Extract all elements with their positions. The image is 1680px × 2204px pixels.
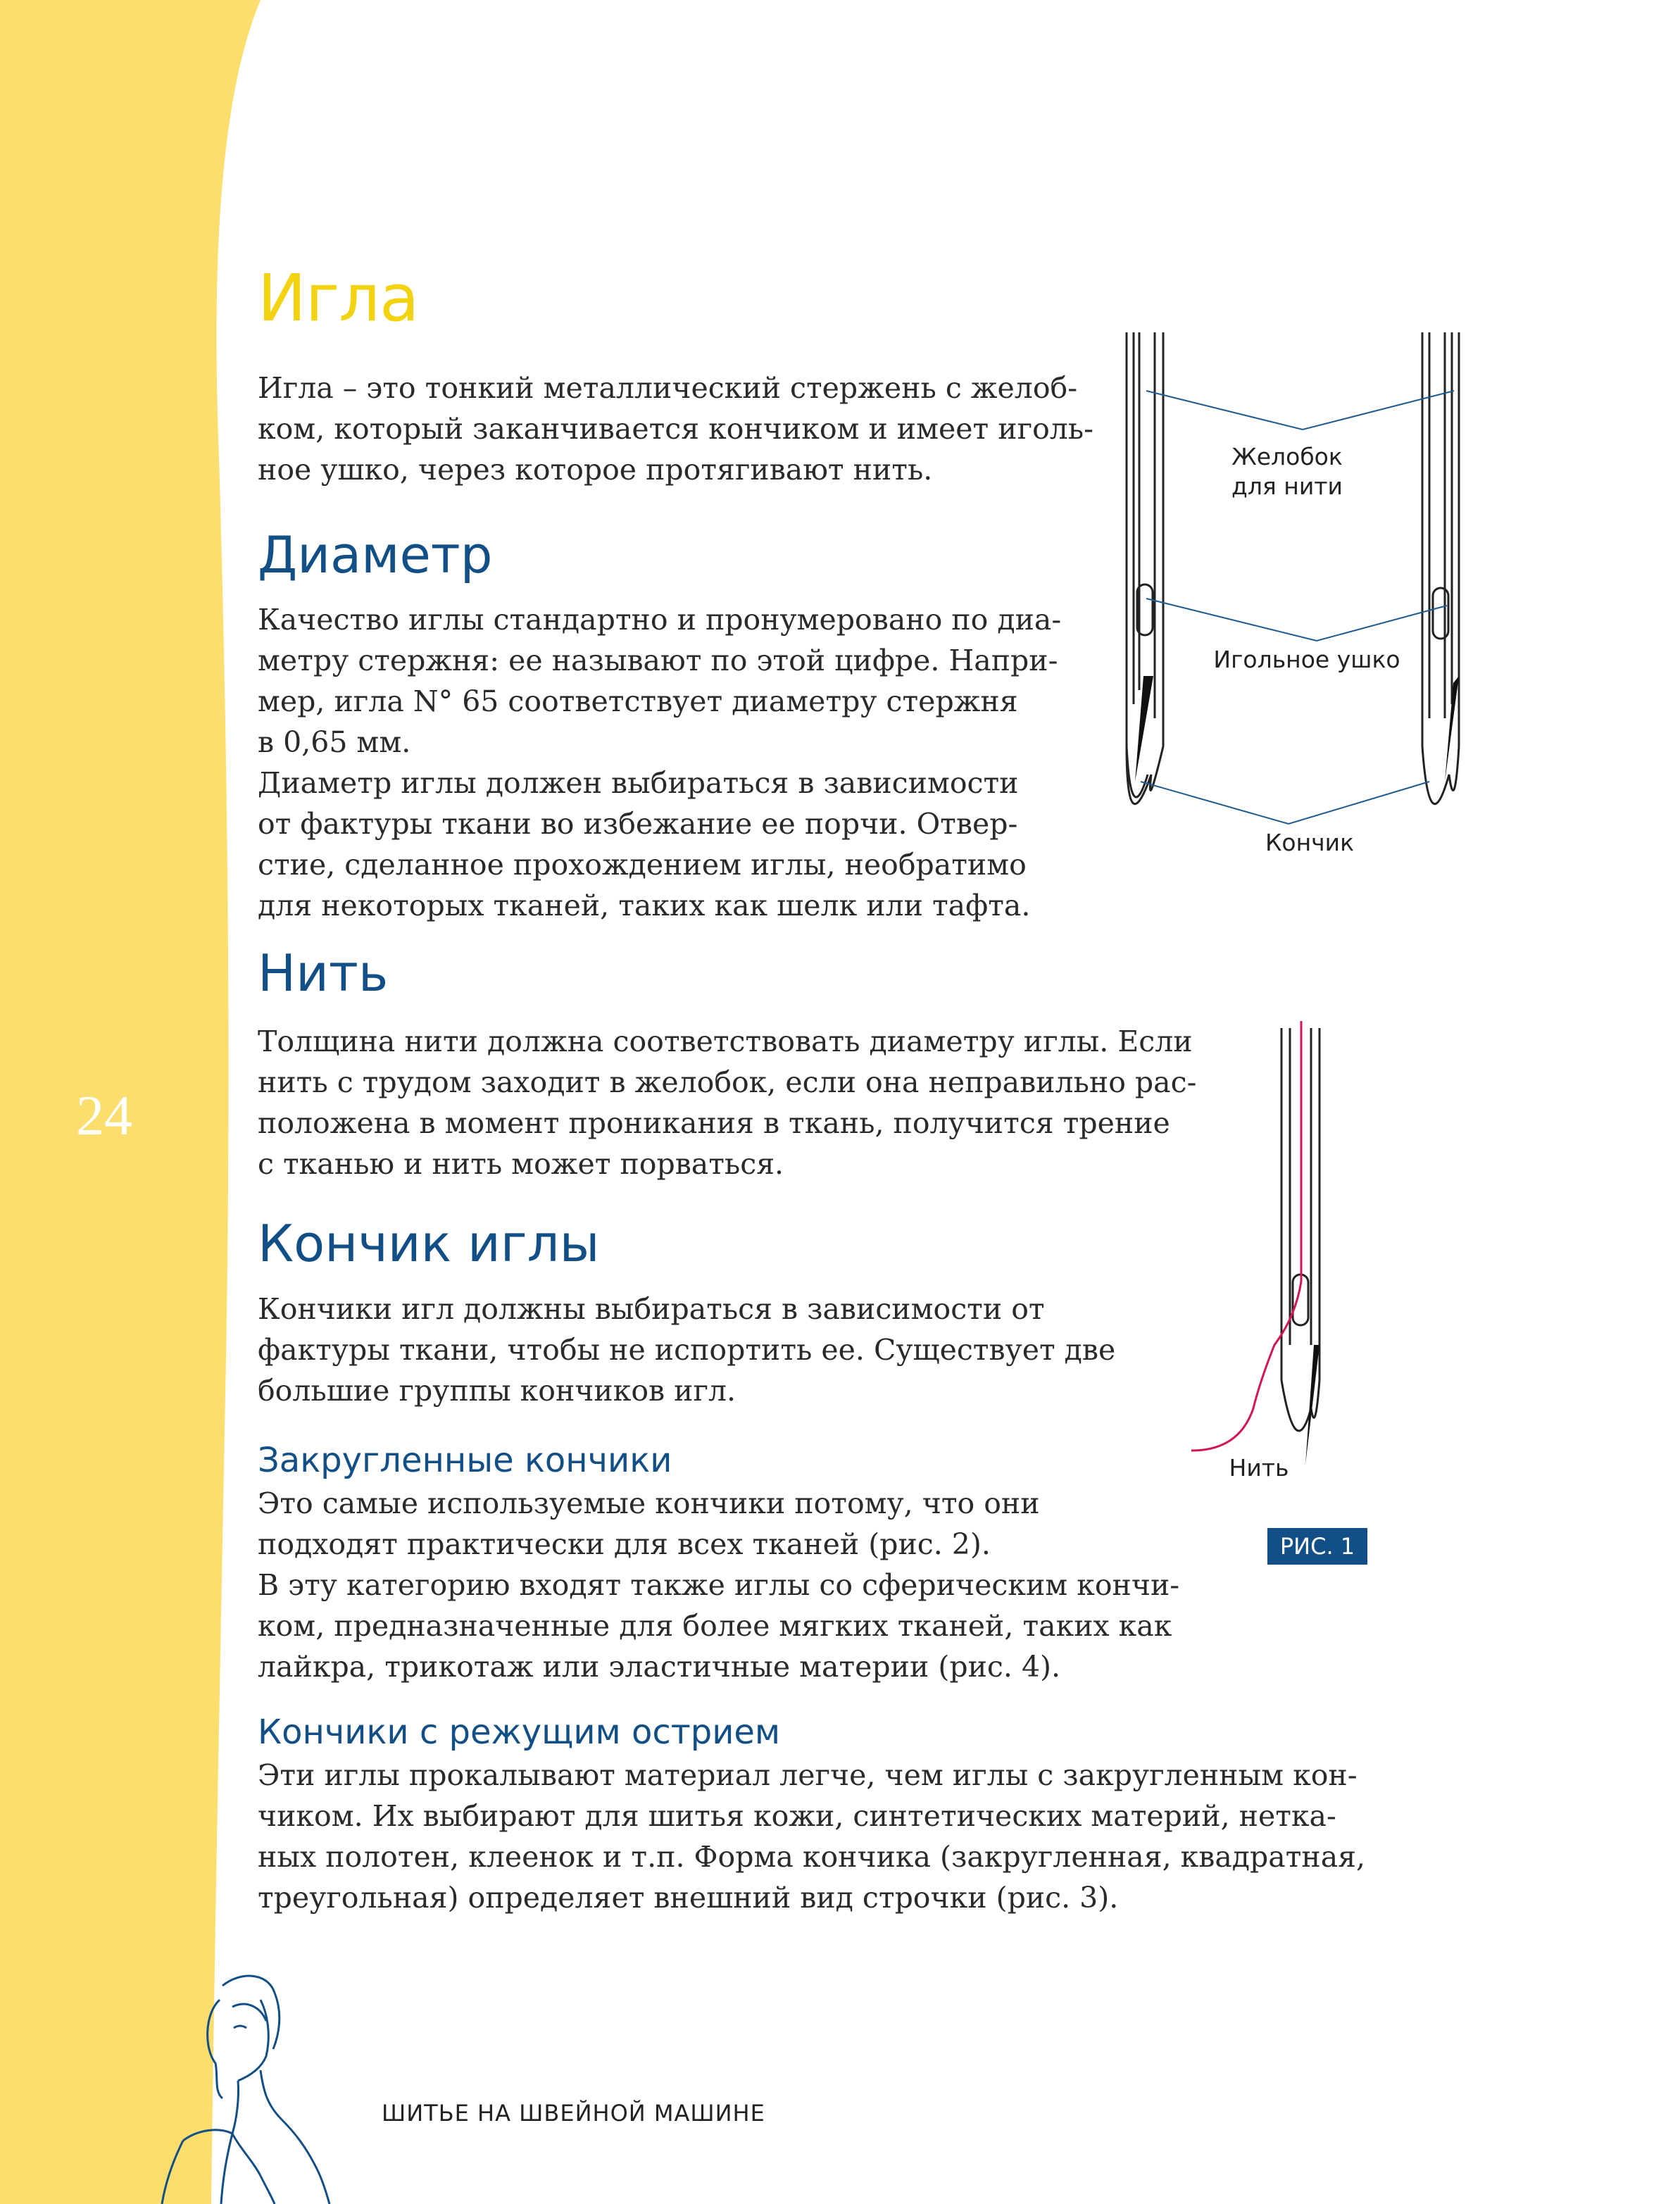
text-line: треугольная) определяет внешний вид строчки (рис. 3). — [258, 1881, 1119, 1915]
text-line: в 0,65 мм. — [258, 725, 411, 759]
text-line: мер, игла N° 65 соответствует диаметру стержня — [258, 684, 1018, 718]
text-line: стие, сделанное прохождением иглы, необратимо — [258, 848, 1027, 882]
text-line: ком, который заканчивается кончиком и имеет иголь- — [258, 412, 1093, 446]
section-title-nit: Нить — [258, 944, 389, 1003]
text-line: лайкра, трикотаж или эластичные материи (рис. 4). — [258, 1650, 1061, 1684]
paragraph-tip — [258, 1289, 1186, 1411]
paragraph-rounded — [258, 1483, 1220, 1687]
figure-caption-badge: РИС. 1 — [1267, 1528, 1367, 1565]
text-line: для некоторых тканей, таких как шелк или тафта. — [258, 889, 1031, 922]
text-line: Это самые используемые кончики потому, что они — [258, 1486, 1040, 1520]
subsection-title-cutting: Кончики с режущим острием — [258, 1713, 781, 1752]
woman-illustration — [155, 1958, 338, 2204]
section-title-tip: Кончик иглы — [258, 1214, 600, 1273]
running-footer: ШИТЬЕ НА ШВЕЙНОЙ МАШИНЕ — [382, 2100, 765, 2127]
text-line: В эту категорию входят также иглы со сферическим кончи- — [258, 1568, 1180, 1602]
text-line: Эти иглы прокалывают материал легче, чем иглы с закругленным кон- — [258, 1758, 1358, 1792]
text-line: фактуры ткани, чтобы не испортить ее. Существует две — [258, 1333, 1116, 1367]
text-line: Толщина нити должна соответствовать диаметру иглы. Если — [258, 1025, 1193, 1058]
text-line: метру стержня: ее называют по этой цифре. Напри- — [258, 644, 1058, 677]
text-line: Диаметр иглы должен выбираться в зависимости — [258, 766, 1019, 800]
label-groove — [1217, 442, 1358, 501]
text-line: от фактуры ткани во избежание ее порчи. Отвер- — [258, 807, 1018, 841]
text-line: с тканью и нить может порваться. — [258, 1147, 784, 1181]
needle-right — [1422, 332, 1459, 804]
paragraph-igla — [258, 368, 1100, 490]
section-title-diameter: Диаметр — [258, 525, 493, 584]
text-line: Качество иглы стандартно и пронумеровано по диа- — [258, 603, 1062, 637]
label-thread: Нить — [1229, 1454, 1289, 1482]
text-line: ных полотен, клеенок и т.п. Форма кончика (закругленная, квадратная, — [258, 1840, 1366, 1874]
text-line: подходят практически для всех тканей (рис. 2). — [258, 1527, 991, 1561]
text-line: Кончики игл должны выбираться в зависимости от — [258, 1292, 1045, 1326]
page-number: 24 — [76, 1085, 132, 1147]
needle-thread-diagram — [1190, 1014, 1345, 1465]
paragraph-cutting — [258, 1755, 1383, 1918]
subsection-title-rounded: Закругленные кончики — [258, 1441, 672, 1480]
label-groove-line-1: Желобок — [1231, 443, 1343, 470]
thread-line — [1191, 1021, 1301, 1451]
text-line: ное ушко, через которое протягивают нить. — [258, 453, 933, 487]
label-groove-line-2: для нити — [1231, 472, 1343, 500]
label-tip: Кончик — [1265, 829, 1355, 856]
needle-left — [1127, 332, 1163, 804]
section-title-igla: Игла — [258, 261, 419, 336]
paragraph-nit — [258, 1021, 1220, 1184]
text-line: нить с трудом заходит в желобок, если она неправильно рас- — [258, 1065, 1197, 1099]
text-line: ком, предназначенные для более мягких тканей, таких как — [258, 1609, 1172, 1643]
text-line: большие группы кончиков игл. — [258, 1374, 736, 1408]
paragraph-diameter — [258, 599, 1100, 926]
text-line: Игла – это тонкий металлический стержень с желоб- — [258, 371, 1078, 405]
label-eye: Игольное ушко — [1213, 646, 1400, 673]
needle-anatomy-diagram — [1098, 324, 1535, 880]
text-line: чиком. Их выбирают для шитья кожи, синтетических материй, нетка- — [258, 1799, 1336, 1833]
text-line: положена в момент проникания в ткань, получится трение — [258, 1106, 1170, 1140]
